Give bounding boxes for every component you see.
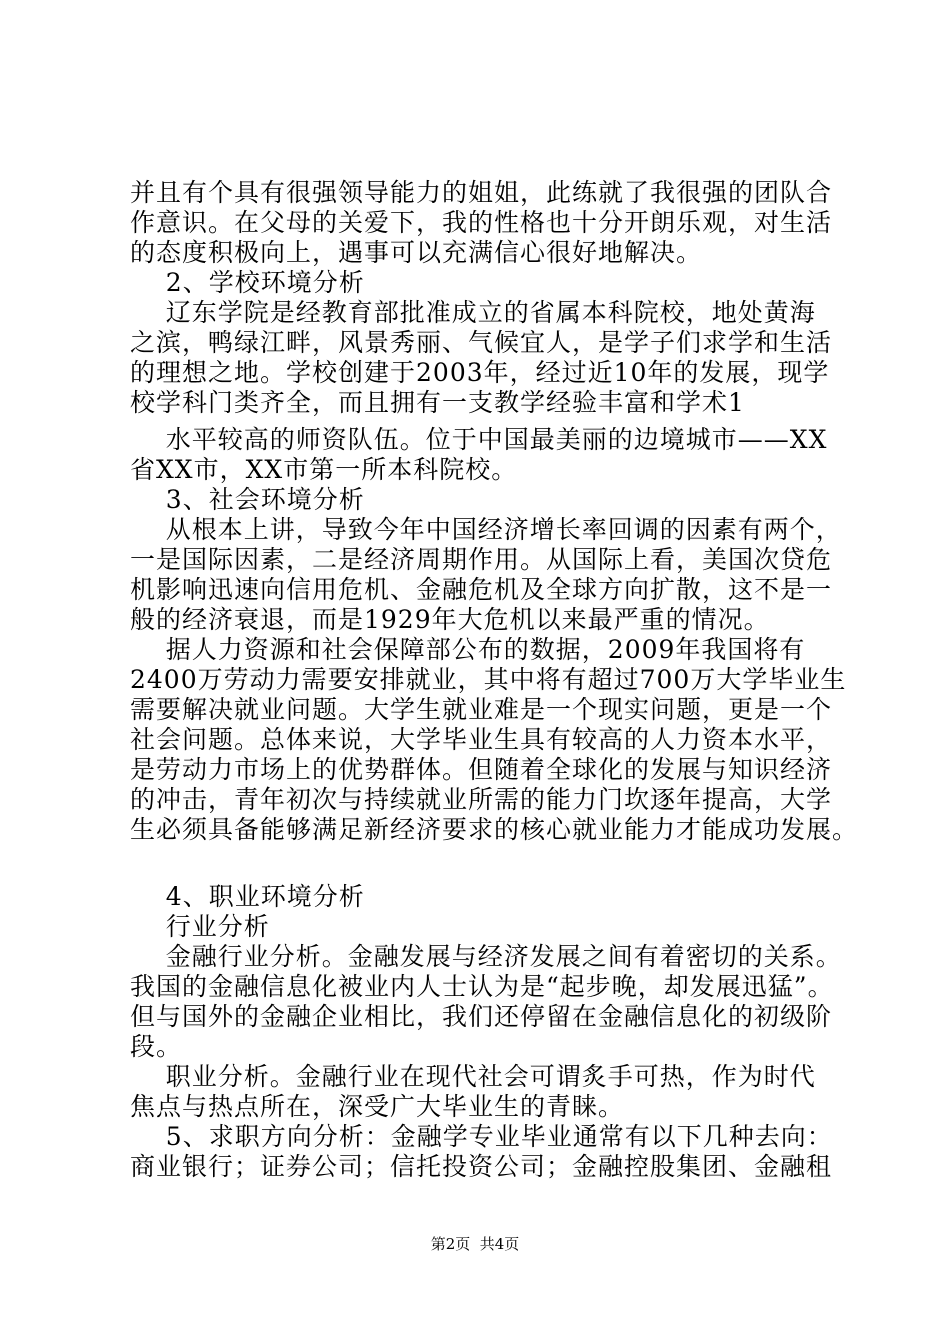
section-heading-career: 4、职业环境分析 [130,882,365,911]
text-line: 机影响迅速向信用危机、金融危机及全球方向扩散，这不是一 [130,575,833,604]
text-line: 金融行业分析。金融发展与经济发展之间有着密切的关系。 [130,942,842,971]
section-heading-job-direction: 5、求职方向分析：金融学专业毕业通常有以下几种去向： [130,1122,833,1151]
text-line: 商业银行；证券公司；信托投资公司；金融控股集团、金融租 [130,1152,833,1181]
text-line: 职业分析。金融行业在现代社会可谓炙手可热，作为时代 [130,1062,816,1091]
text-line: 水平较高的师资队伍。位于中国最美丽的边境城市——XX [130,425,828,454]
section-heading-school: 2、学校环境分析 [130,268,365,297]
text-line: 需要解决就业问题。大学生就业难是一个现实问题，更是一个 [130,695,833,724]
text-line: 省XX市，XX市第一所本科院校。 [130,455,518,484]
text-line: 据人力资源和社会保障部公布的数据，2009年我国将有 [130,635,806,664]
subheading-industry: 行业分析 [130,912,270,941]
text-line: 焦点与热点所在，深受广大毕业生的青睐。 [130,1092,625,1121]
text-line: 2400万劳动力需要安排就业，其中将有超过700万大学毕业生 [130,665,847,694]
text-line: 校学科门类齐全，而且拥有一支教学经验丰富和学术1 [130,388,745,417]
text-line: 是劳动力市场上的优势群体。但随着全球化的发展与知识经济 [130,755,833,784]
text-line: 的态度积极向上，遇事可以充满信心很好地解决。 [130,238,703,267]
text-line: 生必须具备能够满足新经济要求的核心就业能力才能成功发展。 [130,815,859,844]
text-line: 一是国际因素，二是经济周期作用。从国际上看，美国次贷危 [130,545,833,574]
page-number-footer: 第2页 共4页 [430,1235,520,1253]
text-line: 并且有个具有很强领导能力的姐姐，此练就了我很强的团队合 [130,178,833,207]
text-line: 辽东学院是经教育部批准成立的省属本科院校，地处黄海 [130,298,816,327]
text-line: 般的经济衰退，而是1929年大危机以来最严重的情况。 [130,605,770,634]
text-line: 作意识。在父母的关爱下，我的性格也十分开朗乐观，对生活 [130,208,833,237]
text-line: 但与国外的金融企业相比，我们还停留在金融信息化的初级阶 [130,1002,833,1031]
text-line: 我国的金融信息化被业内人士认为是“起步晚，却发展迅猛”。 [130,972,834,1001]
text-line: 段。 [130,1032,183,1061]
section-heading-society: 3、社会环境分析 [130,485,365,514]
text-line: 的理想之地。学校创建于2003年，经过近10年的发展，现学 [130,358,830,387]
text-line: 的冲击，青年初次与持续就业所需的能力门坎逐年提高，大学 [130,785,833,814]
text-line: 社会问题。总体来说，大学毕业生具有较高的人力资本水平， [130,725,833,754]
text-line: 之滨，鸭绿江畔，风景秀丽、气候宜人，是学子们求学和生活 [130,328,833,357]
text-line: 从根本上讲，导致今年中国经济增长率回调的因素有两个， [130,515,842,544]
